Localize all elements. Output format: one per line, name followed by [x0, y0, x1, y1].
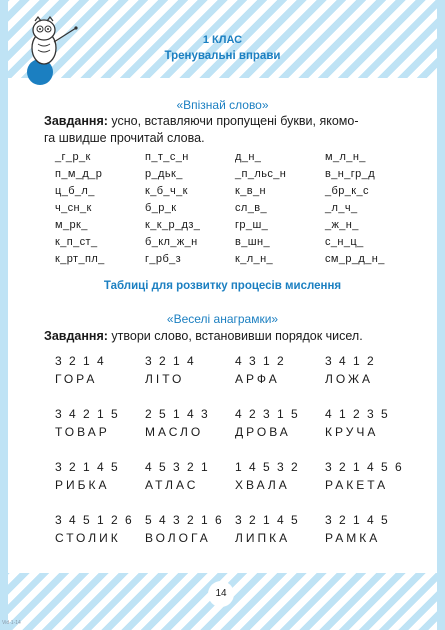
- anagram-word: МАСЛО: [145, 425, 204, 439]
- anagram-word: СТОЛИК: [55, 531, 121, 545]
- word-item: см_р_д_н_: [325, 253, 385, 265]
- anagram-item: [325, 407, 415, 443]
- anagram-numbers: 3 2 1 4: [55, 354, 106, 368]
- anagram-numbers: 3 2 1 4 5 6: [325, 460, 404, 474]
- anagram-item: [145, 513, 235, 549]
- task-label: Завдання:: [44, 329, 108, 343]
- anagram-word: АТЛАС: [145, 478, 199, 492]
- anagram-word: ВОЛОГА: [145, 531, 211, 545]
- word-item: д_н_: [235, 151, 262, 163]
- anagram-item: [55, 460, 145, 496]
- word-item: к_л_н_: [235, 253, 274, 265]
- anagram-numbers: 3 4 2 1 5: [55, 407, 120, 421]
- anagram-row: [55, 407, 415, 443]
- anagram-numbers: 3 2 1 4 5: [55, 460, 120, 474]
- word-item: м_л_н_: [325, 151, 366, 163]
- anagram-item: [145, 460, 235, 496]
- word-item: к_п_ст_: [55, 236, 98, 248]
- anagram-word: ТОВАР: [55, 425, 110, 439]
- word-item: ц_б_л_: [55, 185, 95, 197]
- anagram-numbers: 4 2 3 1 5: [235, 407, 300, 421]
- task-text: усно, вставляючи пропущені букви, якомо-: [107, 114, 359, 128]
- anagram-numbers: 2 5 1 4 3: [145, 407, 210, 421]
- anagram-item: [325, 460, 415, 496]
- anagram-item: [325, 513, 415, 549]
- anagram-item: [235, 407, 325, 443]
- word-item: к_б_ч_к: [145, 185, 188, 197]
- anagram-word: ДРОВА: [235, 425, 291, 439]
- anagram-numbers: 4 5 3 2 1: [145, 460, 210, 474]
- word-item: гр_ш_: [235, 219, 269, 231]
- word-item: _ж_н_: [325, 219, 359, 231]
- word-item: в_шн_: [235, 236, 270, 248]
- word-item: м_рк_: [55, 219, 88, 231]
- anagram-word: ЛОЖА: [325, 372, 374, 386]
- anagram-item: [235, 513, 325, 549]
- anagram-word: РАКЕТА: [325, 478, 389, 492]
- anagram-word: РИБКА: [55, 478, 110, 492]
- anagram-word: РАМКА: [325, 531, 381, 545]
- word-item: п_м_д_р: [55, 168, 103, 180]
- anagram-item: [235, 354, 325, 390]
- anagram-word: ЛІТО: [145, 372, 185, 386]
- task-text-cont: га швидше прочитай слова.: [44, 131, 205, 145]
- anagram-numbers: 3 4 1 2: [325, 354, 376, 368]
- word-row: [55, 236, 415, 253]
- task-text: утвори слово, встановивши порядок чисел.: [107, 329, 363, 343]
- word-item: _бр_к_с: [325, 185, 369, 197]
- word-row: [55, 151, 415, 168]
- section1-task: [44, 113, 409, 147]
- word-grid: [55, 151, 415, 270]
- word-row: [55, 253, 415, 270]
- footer-code: Vid-1-14: [2, 620, 21, 626]
- word-item: с_н_ц_: [325, 236, 364, 248]
- anagram-item: [55, 407, 145, 443]
- word-item: _п_льс_н: [235, 168, 287, 180]
- anagram-numbers: 4 1 2 3 5: [325, 407, 390, 421]
- word-item: к_рт_пл_: [55, 253, 105, 265]
- anagram-item: [55, 513, 145, 549]
- word-row: [55, 185, 415, 202]
- word-item: к_к_р_дз_: [145, 219, 201, 231]
- anagram-row: [55, 354, 415, 390]
- anagram-word: КРУЧА: [325, 425, 379, 439]
- word-item: п_т_с_н: [145, 151, 189, 163]
- word-item: б_кл_ж_н: [145, 236, 198, 248]
- anagram-numbers: 5 4 3 2 1 6: [145, 513, 224, 527]
- page-subtitle: Тренувальні вправи: [164, 50, 281, 62]
- word-item: к_в_н: [235, 185, 266, 197]
- owl-mascot-icon: [14, 8, 80, 88]
- anagram-word: ГОРА: [55, 372, 98, 386]
- anagram-row: [55, 513, 415, 549]
- word-item: р_дьк_: [145, 168, 183, 180]
- word-row: [55, 202, 415, 219]
- word-item: г_рб_з: [145, 253, 182, 265]
- anagram-word: ЛИПКА: [235, 531, 291, 545]
- anagram-numbers: 1 4 5 3 2: [235, 460, 300, 474]
- word-item: _л_ч_: [325, 202, 358, 214]
- anagram-numbers: 3 4 5 1 2 6: [55, 513, 134, 527]
- anagram-item: [145, 407, 235, 443]
- section2-title: «Веселі анаграмки»: [166, 312, 279, 326]
- anagram-word: АРФА: [235, 372, 280, 386]
- anagram-numbers: 3 2 1 4: [145, 354, 196, 368]
- anagram-numbers: 3 2 1 4 5: [325, 513, 390, 527]
- anagram-item: [55, 354, 145, 390]
- word-item: в_н_гр_д: [325, 168, 376, 180]
- word-row: [55, 168, 415, 185]
- task-label: Завдання:: [44, 114, 108, 128]
- word-row: [55, 219, 415, 236]
- page-class-label: 1 КЛАС: [202, 34, 243, 46]
- anagram-row: [55, 460, 415, 496]
- page-number: 14: [208, 581, 234, 607]
- anagram-word: ХВАЛА: [235, 478, 290, 492]
- section2-task: [44, 328, 409, 345]
- tables-heading: Таблиці для розвитку процесів мислення: [103, 280, 342, 292]
- anagram-numbers: 3 2 1 4 5: [235, 513, 300, 527]
- anagram-numbers: 4 3 1 2: [235, 354, 286, 368]
- anagram-item: [145, 354, 235, 390]
- anagram-grid: [55, 354, 415, 566]
- anagram-item: [235, 460, 325, 496]
- section1-title: «Впізнай слово»: [176, 98, 269, 112]
- word-item: б_р_к: [145, 202, 177, 214]
- word-item: сл_в_: [235, 202, 267, 214]
- word-item: ч_сн_к: [55, 202, 92, 214]
- anagram-item: [325, 354, 415, 390]
- word-item: _г_р_к: [55, 151, 91, 163]
